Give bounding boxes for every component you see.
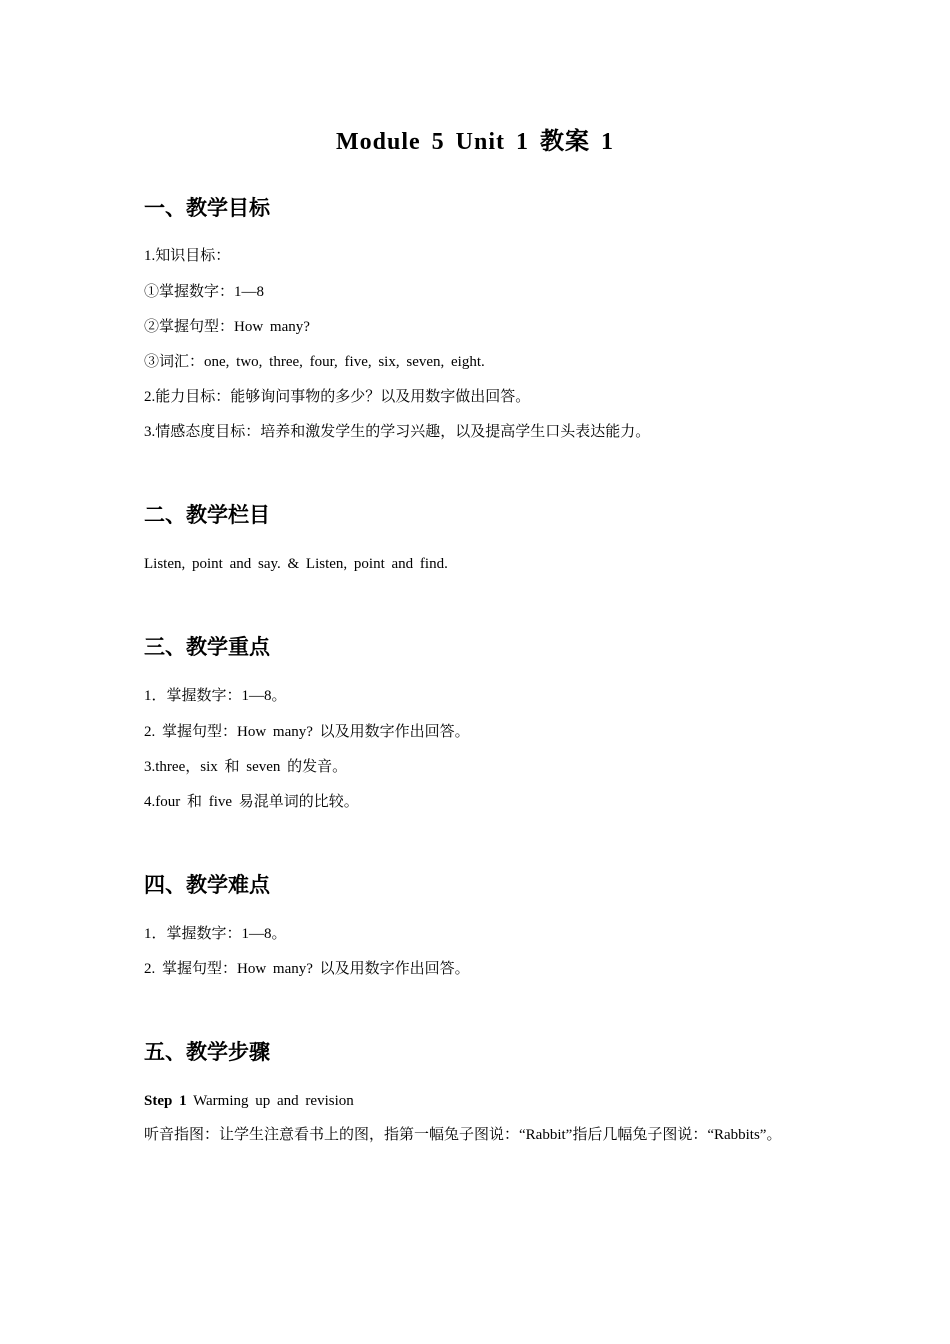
section-heading-difficulties: 四、教学难点: [144, 873, 270, 897]
key-point-line: 4.four 和 five 易混单词的比较。: [144, 794, 359, 810]
step-paragraph: 听音指图：让学生注意看书上的图，指第一幅兔子图说：“Rabbit”指后几幅兔子图说：“Rabbits”。: [144, 1127, 782, 1143]
section-heading-key-points: 三、教学重点: [144, 635, 270, 659]
difficulty-line: 2. 掌握句型：How many? 以及用数字作出回答。: [144, 961, 470, 977]
section-heading-steps: 五、教学步骤: [144, 1040, 270, 1064]
key-point-line: 1．掌握数字：1—8。: [144, 688, 287, 704]
section-heading-columns: 二、教学栏目: [144, 503, 270, 527]
column-line: Listen, point and say. & Listen, point and find.: [144, 556, 448, 572]
objective-line: ①掌握数字：1—8: [144, 284, 265, 300]
objective-line: ②掌握句型：How many?: [144, 319, 310, 335]
objective-line: 3.情感态度目标：培养和激发学生的学习兴趣，以及提高学生口头表达能力。: [144, 424, 651, 440]
section-heading-objectives: 一、教学目标: [144, 196, 270, 220]
objective-line: ③词汇：one, two, three, four, five, six, seven, eight.: [144, 354, 485, 370]
key-point-line: 3.three，six 和 seven 的发音。: [144, 759, 348, 775]
step-label: Step 1: [144, 1093, 187, 1109]
objective-line: 1.知识目标：: [144, 248, 231, 264]
key-point-line: 2. 掌握句型：How many? 以及用数字作出回答。: [144, 724, 470, 740]
step-heading: [144, 1090, 354, 1112]
document-title: Module 5 Unit 1 教案 1: [335, 129, 614, 155]
step-title: Warming up and revision: [186, 1093, 354, 1109]
objective-line: 2.能力目标：能够询问事物的多少？以及用数字做出回答。: [144, 389, 531, 405]
difficulty-line: 1．掌握数字：1—8。: [144, 926, 287, 942]
